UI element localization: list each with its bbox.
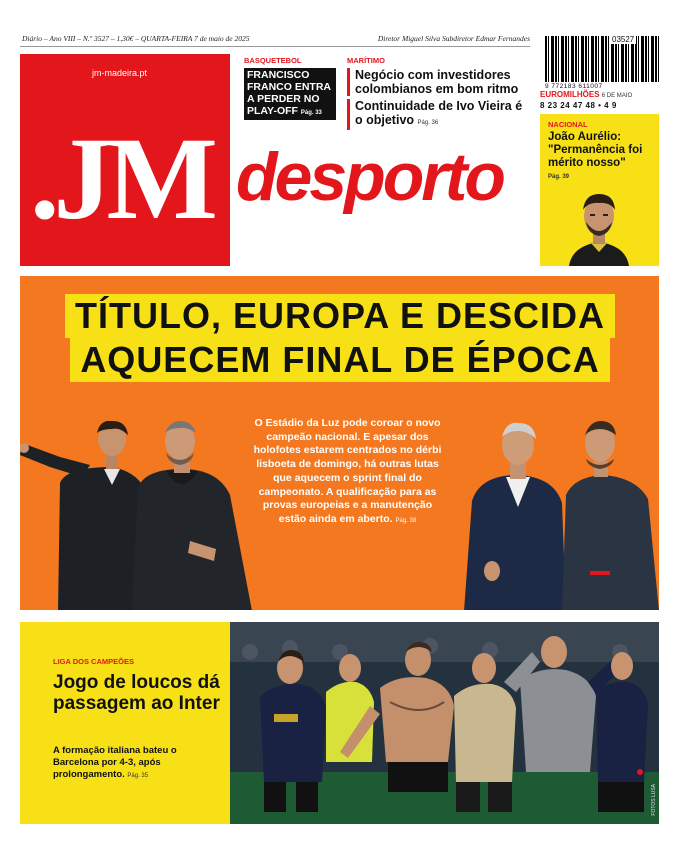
coaches-right-photo <box>450 421 659 610</box>
edition-info: Diário – Ano VIII – N.º 3527 – 1,30€ – QUARTA-FEIRA 7 de maio de 2025 <box>22 34 250 43</box>
nacional-page: Pág. 39 <box>548 174 570 180</box>
champions-page: Pág. 35 <box>127 773 149 779</box>
main-story[interactable] <box>20 276 659 610</box>
main-body-text: O Estádio da Luz pode coroar o novo campeão nacional. E apesar dos holofotes estarem centrados no dérbi lisboeta de domingo, há outras lutas que aquecem o sprint final do campeonato. A qualificação para as provas europeias e a manutenção estão ainda em aberto. <box>253 417 442 525</box>
champions-headline: Jogo de loucos dá passagem ao Inter <box>53 672 220 714</box>
photo-credit: FOTOS LUSA <box>651 784 657 816</box>
barcode <box>545 36 659 82</box>
main-headline-line1: TÍTULO, EUROPA E DESCIDA <box>65 294 615 338</box>
euromilhoes-date: 6 DE MAIO <box>601 93 633 99</box>
maritimo-kicker: MARÍTIMO <box>347 56 385 65</box>
section-title: desporto <box>236 139 503 215</box>
maritimo-page: Pág. 36 <box>417 120 439 126</box>
maritimo-item[interactable] <box>347 68 527 96</box>
nacional-kicker: NACIONAL <box>548 120 588 129</box>
jm-logo: .JM <box>30 113 212 244</box>
basket-page: Pág. 33 <box>300 110 322 116</box>
champions-body <box>53 745 223 782</box>
euromilhoes-numbers: 8 23 24 47 48 • 4 9 <box>540 101 617 110</box>
euromilhoes-label <box>540 90 632 99</box>
basket-headline[interactable] <box>244 68 336 120</box>
maritimo-headline: Negócio com investidores colombianos em bom ritmo <box>355 68 519 96</box>
barcode-issue-number: 03527 <box>612 35 635 44</box>
header-rule <box>20 46 530 47</box>
site-url[interactable]: jm-madeira.pt <box>92 68 148 78</box>
celebration-scene <box>230 622 659 824</box>
director-info: Diretor Miguel Silva Subdiretor Edmar Fernandes <box>377 34 530 43</box>
champions-kicker: LIGA DOS CAMPEÕES <box>53 657 134 666</box>
main-page: Pág. 38 <box>395 517 417 524</box>
inter-celebration-photo <box>230 622 659 824</box>
coaches-left-photo <box>20 421 255 610</box>
nacional-teaser[interactable] <box>540 114 659 266</box>
main-headline-line2: AQUECEM FINAL DE ÉPOCA <box>70 338 609 382</box>
nacional-headline: João Aurélio: "Permanência foi mérito nosso" <box>548 131 643 169</box>
maritimo-teaser[interactable] <box>347 56 527 130</box>
basket-headline-text: FRANCISCO FRANCO ENTRA A PERDER NO PLAY-OFF <box>247 69 331 117</box>
euromilhoes-title: EUROMILHÕES <box>540 90 600 99</box>
barcode-number: 9 772183 611007 <box>545 83 603 90</box>
main-body <box>250 417 445 529</box>
champions-body-text: A formação italiana bateu o Barcelona por 4-3, após prolongamento. <box>53 745 177 780</box>
main-headline <box>45 294 635 382</box>
basket-kicker: BASQUETEBOL <box>244 56 302 65</box>
maritimo-item[interactable] <box>347 99 527 130</box>
basket-teaser[interactable] <box>244 56 336 120</box>
champions-teaser[interactable] <box>20 622 230 824</box>
maritimo-headline: Continuidade de Ivo Vieira é o objetivo <box>355 99 523 127</box>
player-portrait <box>564 180 634 266</box>
